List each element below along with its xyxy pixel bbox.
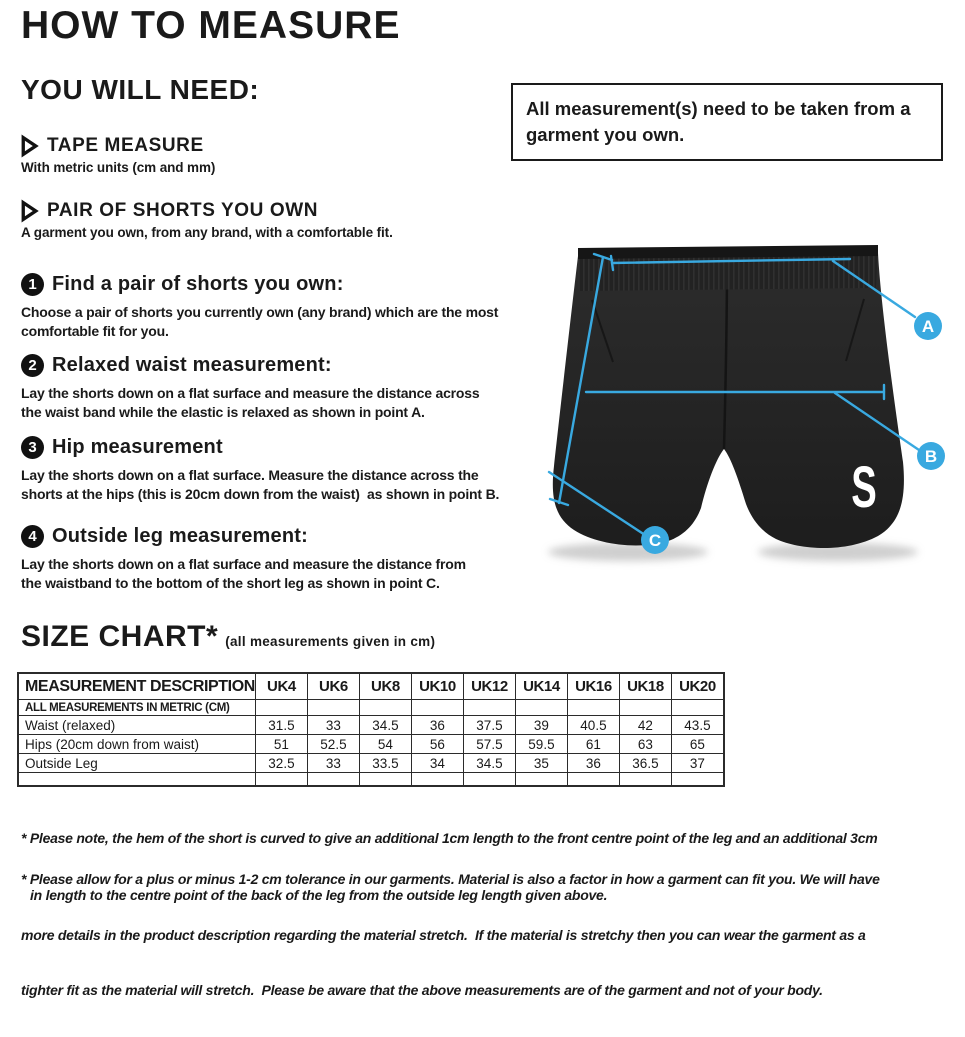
value-cell: 65 xyxy=(671,735,724,754)
value-cell: 34 xyxy=(411,754,463,773)
value-cell: 33 xyxy=(307,716,359,735)
step-4-number-badge: 4 xyxy=(21,525,44,548)
value-cell: 61 xyxy=(567,735,619,754)
step-3-number-badge: 3 xyxy=(21,436,44,459)
size-chart-heading xyxy=(21,620,435,654)
need-item-label: PAIR OF SHORTS YOU OWN xyxy=(47,200,319,221)
table-row xyxy=(18,735,724,754)
empty-cell xyxy=(567,773,619,787)
need-item-description: A garment you own, from any brand, with a comfortable fit. xyxy=(21,225,393,240)
empty-cell xyxy=(463,700,515,716)
shadow xyxy=(548,543,708,561)
step-3 xyxy=(21,434,561,504)
empty-cell xyxy=(359,773,411,787)
col-header-size: UK10 xyxy=(411,673,463,700)
step-4 xyxy=(21,523,561,593)
empty-cell xyxy=(307,773,359,787)
value-cell: 52.5 xyxy=(307,735,359,754)
empty-row xyxy=(18,773,724,787)
value-cell: 37 xyxy=(671,754,724,773)
footnote-line: * Please allow for a plus or minus 1-2 cm tolerance in our garments. Material is also a factor in how a garment can fit you. We will have xyxy=(21,871,880,887)
empty-cell xyxy=(619,700,671,716)
col-header-description: MEASUREMENT DESCRIPTION xyxy=(18,673,255,700)
value-cell: 34.5 xyxy=(463,754,515,773)
table-row xyxy=(18,754,724,773)
row-label: Waist (relaxed) xyxy=(18,716,255,735)
empty-cell xyxy=(671,773,724,787)
value-cell: 34.5 xyxy=(359,716,411,735)
value-cell: 43.5 xyxy=(671,716,724,735)
value-cell: 39 xyxy=(515,716,567,735)
step-2-number-badge: 2 xyxy=(21,354,44,377)
page-title: HOW TO MEASURE xyxy=(21,4,401,47)
footnote-line: * Please note, the hem of the short is curved to give an additional 1cm length to the front centre point of the leg and an additional 3cm xyxy=(21,830,878,846)
triangle-bullet-icon xyxy=(21,201,38,221)
step-4-heading: Outside leg measurement: xyxy=(52,525,308,547)
value-cell: 33.5 xyxy=(359,754,411,773)
step-3-text: Lay the shorts down on a flat surface. Measure the distance across the xyxy=(21,467,479,483)
step-3-text: shorts at the hips (this is 20cm down from the waist) as shown in point B. xyxy=(21,486,500,502)
step-1-text: comfortable fit for you. xyxy=(21,323,169,339)
col-header-size: UK18 xyxy=(619,673,671,700)
value-cell: 37.5 xyxy=(463,716,515,735)
empty-cell xyxy=(463,773,515,787)
point-b-label: B xyxy=(924,447,938,466)
col-header-size: UK12 xyxy=(463,673,515,700)
size-chart-table xyxy=(17,672,725,787)
value-cell: 63 xyxy=(619,735,671,754)
point-a-label: A xyxy=(921,317,935,336)
value-cell: 57.5 xyxy=(463,735,515,754)
footnote-tolerance xyxy=(21,833,880,1037)
value-cell: 56 xyxy=(411,735,463,754)
empty-cell xyxy=(411,700,463,716)
size-chart-title: SIZE CHART* xyxy=(21,620,219,653)
empty-cell xyxy=(567,700,619,716)
step-2 xyxy=(21,352,561,422)
empty-cell xyxy=(255,700,307,716)
metric-note-cell: ALL MEASUREMENTS IN METRIC (CM) xyxy=(18,700,255,716)
footnote-line: more details in the product description regarding the material stretch. If the material is stretchy then you can wear the garment as a xyxy=(21,926,866,943)
shorts-image xyxy=(525,228,965,595)
footnote-line: in length to the centre point of the back of the leg from the outside leg length given above. xyxy=(30,887,608,903)
step-2-heading: Relaxed waist measurement: xyxy=(52,354,332,376)
value-cell: 33 xyxy=(307,754,359,773)
empty-cell xyxy=(411,773,463,787)
value-cell: 31.5 xyxy=(255,716,307,735)
step-2-text: Lay the shorts down on a flat surface and measure the distance across xyxy=(21,385,480,401)
value-cell: 40.5 xyxy=(567,716,619,735)
need-item-tape-measure xyxy=(21,135,215,175)
col-header-size: UK14 xyxy=(515,673,567,700)
metric-note-row xyxy=(18,700,724,716)
step-3-heading: Hip measurement xyxy=(52,436,223,458)
table-header-row xyxy=(18,673,724,700)
triangle-bullet-icon xyxy=(21,136,38,156)
need-item-shorts xyxy=(21,200,393,240)
empty-cell xyxy=(671,700,724,716)
empty-cell xyxy=(619,773,671,787)
step-4-text: the waistband to the bottom of the short leg as shown in point C. xyxy=(21,575,440,591)
table-row xyxy=(18,716,724,735)
point-c-label: C xyxy=(648,531,662,550)
empty-cell xyxy=(515,700,567,716)
step-1-text: Choose a pair of shorts you currently own (any brand) which are the most xyxy=(21,304,499,320)
value-cell: 35 xyxy=(515,754,567,773)
step-1-number-badge: 1 xyxy=(21,273,44,296)
step-1-heading: Find a pair of shorts you own: xyxy=(52,273,344,295)
empty-cell xyxy=(359,700,411,716)
empty-cell xyxy=(255,773,307,787)
footnote-line: tighter fit as the material will stretch. Please be aware that the above measurements are of the garment and not of your body. xyxy=(21,982,823,998)
value-cell: 36 xyxy=(411,716,463,735)
shorts-measurement-diagram xyxy=(525,228,965,595)
row-label: Outside Leg xyxy=(18,754,255,773)
need-item-description: With metric units (cm and mm) xyxy=(21,160,216,175)
empty-cell xyxy=(18,773,255,787)
value-cell: 36.5 xyxy=(619,754,671,773)
you-will-need-heading: YOU WILL NEED: xyxy=(21,74,260,105)
row-label: Hips (20cm down from waist) xyxy=(18,735,255,754)
step-2-text: the waist band while the elastic is relaxed as shown in point A. xyxy=(21,404,425,420)
step-4-text: Lay the shorts down on a flat surface and measure the distance from xyxy=(21,556,466,572)
value-cell: 36 xyxy=(567,754,619,773)
empty-cell xyxy=(307,700,359,716)
value-cell: 42 xyxy=(619,716,671,735)
col-header-size: UK4 xyxy=(255,673,307,700)
note-box: All measurement(s) need to be taken from a garment you own. xyxy=(511,83,943,161)
value-cell: 54 xyxy=(359,735,411,754)
empty-cell xyxy=(515,773,567,787)
value-cell: 51 xyxy=(255,735,307,754)
value-cell: 59.5 xyxy=(515,735,567,754)
step-1 xyxy=(21,271,561,341)
col-header-size: UK16 xyxy=(567,673,619,700)
value-cell: 32.5 xyxy=(255,754,307,773)
size-chart-subtitle: (all measurements given in cm) xyxy=(225,634,436,649)
brand-s-logo: S xyxy=(851,456,877,520)
col-header-size: UK20 xyxy=(671,673,724,700)
col-header-size: UK6 xyxy=(307,673,359,700)
col-header-size: UK8 xyxy=(359,673,411,700)
need-item-label: TAPE MEASURE xyxy=(47,135,204,156)
